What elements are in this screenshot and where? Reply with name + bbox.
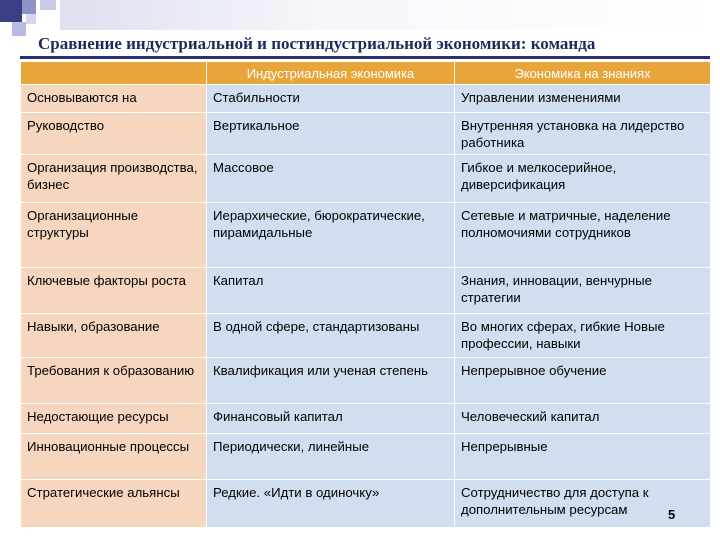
industrial-cell: Квалификация или ученая степень — [207, 358, 455, 404]
industrial-cell: Стабильности — [207, 85, 455, 113]
header-knowledge: Экономика на знаниях — [455, 62, 711, 85]
industrial-cell: Капитал — [207, 268, 455, 314]
knowledge-cell: Сетевые и матричные, наделение полномочиями сотрудников — [455, 203, 711, 268]
industrial-cell: Редкие. «Идти в одиночку» — [207, 480, 455, 528]
header-industrial: Индустриальная экономика — [207, 62, 455, 85]
row-label: Организация производства, бизнес — [21, 155, 207, 203]
table-row — [21, 404, 711, 434]
industrial-cell: Периодически, линейные — [207, 434, 455, 480]
knowledge-cell: Знания, инновации, венчурные стратегии — [455, 268, 711, 314]
knowledge-cell: Сотрудничество для доступа к дополнительным ресурсам — [455, 480, 711, 528]
header-empty — [21, 62, 207, 85]
table-row — [21, 314, 711, 358]
page-number: 5 — [668, 507, 676, 522]
industrial-cell: Вертикальное — [207, 113, 455, 155]
row-label: Требования к образованию — [21, 358, 207, 404]
row-label: Руководство — [21, 113, 207, 155]
row-label: Навыки, образование — [21, 314, 207, 358]
slide-title: Сравнение индустриальной и постиндустриальной экономики: команда — [38, 34, 596, 53]
table-row — [21, 358, 711, 404]
row-label: Стратегические альянсы — [21, 480, 207, 528]
knowledge-cell: Непрерывные — [455, 434, 711, 480]
table-row — [21, 434, 711, 480]
table-row — [21, 203, 711, 268]
row-label: Недостающие ресурсы — [21, 404, 207, 434]
header-row — [21, 62, 711, 85]
comparison-table — [20, 61, 711, 528]
industrial-cell: Массовое — [207, 155, 455, 203]
table-row — [21, 113, 711, 155]
industrial-cell: Иерархические, бюрократические, пирамидальные — [207, 203, 455, 268]
table-row — [21, 480, 711, 528]
table-row — [21, 85, 711, 113]
table-row — [21, 268, 711, 314]
row-label: Организационные структуры — [21, 203, 207, 268]
industrial-cell: Финансовый капитал — [207, 404, 455, 434]
knowledge-cell: Во многих сферах, гибкие Новые профессии, навыки — [455, 314, 711, 358]
knowledge-cell: Непрерывное обучение — [455, 358, 711, 404]
row-label: Основываются на — [21, 85, 207, 113]
knowledge-cell: Гибкое и мелкосерийное, диверсификация — [455, 155, 711, 203]
row-label: Ключевые факторы роста — [21, 268, 207, 314]
knowledge-cell: Внутренняя установка на лидерство работника — [455, 113, 711, 155]
row-label: Инновационные процессы — [21, 434, 207, 480]
knowledge-cell: Человеческий капитал — [455, 404, 711, 434]
title-underline — [20, 56, 710, 59]
industrial-cell: В одной сфере, стандартизованы — [207, 314, 455, 358]
knowledge-cell: Управлении изменениями — [455, 85, 711, 113]
table-row — [21, 155, 711, 203]
